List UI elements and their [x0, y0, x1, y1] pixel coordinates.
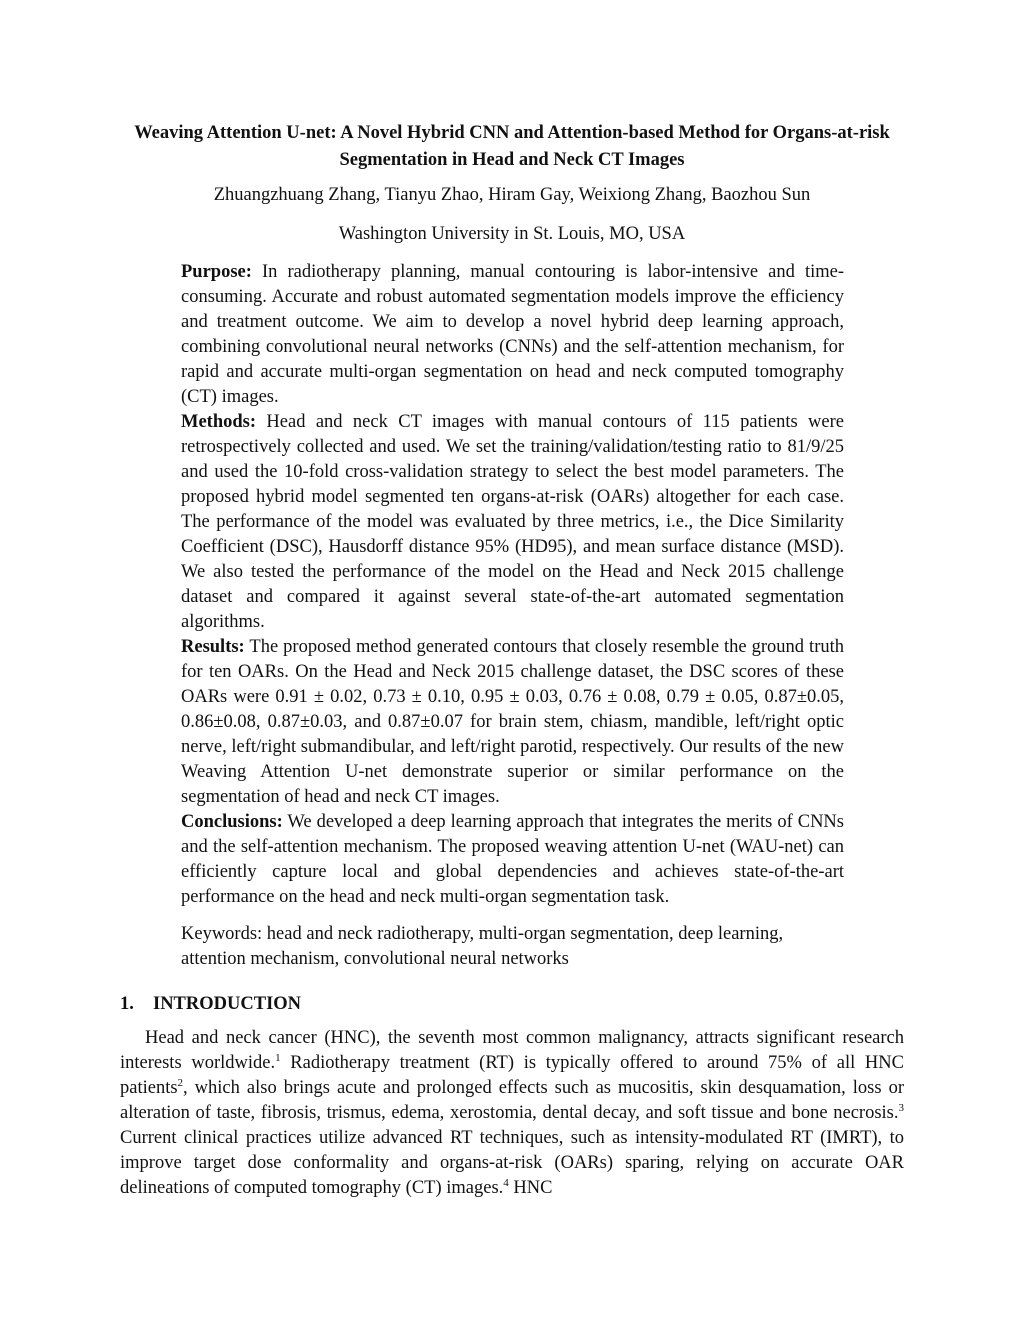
intro-text-5: HNC [508, 1178, 553, 1198]
section-heading [120, 991, 301, 1018]
intro-text-2: Radiotherapy treatment (RT) is typically offered to around 75% of all HNC patients [120, 1053, 904, 1098]
conclusions-text: We developed a deep learning approach that integrates the merits of CNNs and the self-attention mechanism. The proposed weaving attention U-net (WAU-net) can efficiently capture local and global dependencies and achieves state-of-the-art performance on the head and neck multi-organ segmentation task. [181, 812, 844, 907]
introduction-paragraph [120, 1026, 904, 1201]
intro-text-1: Head and neck cancer (HNC), the seventh most common malignancy, attracts significant research interests worldwide. [120, 1028, 904, 1073]
citation-4: 4 [503, 1177, 509, 1189]
intro-text-3: , which also brings acute and prolonged effects such as mucositis, skin desquamation, loss or alteration of taste, fibrosis, trismus, edema, xerostomia, dental decay, and soft tissue and bone necrosis. [120, 1078, 904, 1123]
methods-text: Head and neck CT images with manual contours of 115 patients were retrospectively collected and used. We set the training/validation/testing ratio to 81/9/25 and used the 10-fold cross-validation strategy to select the best model parameters. The proposed hybrid model segmented ten organs-at-risk (OARs) altogether for each case. The performance of the model was evaluated by three metrics, i.e., the Dice Similarity Coefficient (DSC), Hausdorff distance 95% (HD95), and mean surface distance (MSD). We also tested the performance of the model on the Head and Neck 2015 challenge dataset and compared it against several state-of-the-art automated segmentation algorithms. [181, 412, 844, 632]
citation-3: 3 [898, 1102, 904, 1114]
results-text: The proposed method generated contours that closely resemble the ground truth for ten OARs. On the Head and Neck 2015 challenge dataset, the DSC scores of these OARs were 0.91 ± 0.02, 0.73 ± 0.10, 0.95 ± 0.03, 0.76 ± 0.08, 0.79 ± 0.05, 0.87±0.05, 0.86±0.08, 0.87±0.03, and 0.87±0.07 for brain stem, chiasm, mandible, left/right optic nerve, left/right submandibular, and left/right parotid, respectively. Our results of the new Weaving Attention U-net demonstrate superior or similar performance on the segmentation of head and neck CT images. [181, 637, 844, 807]
abstract-results [181, 635, 844, 810]
author-list: Zhuangzhuang Zhang, Tianyu Zhao, Hiram Gay, Weixiong Zhang, Baozhou Sun [213, 185, 811, 205]
abstract [181, 260, 844, 910]
abstract-conclusions [181, 810, 844, 910]
citation-2: 2 [177, 1077, 184, 1089]
purpose-text: In radiotherapy planning, manual contouring is labor-intensive and time-consuming. Accurate and robust automated segmentation models improve the efficiency and treatment outcome. We aim to develop a novel hybrid deep learning approach, combining convolutional neural networks (CNNs) and the self-attention mechanism, for rapid and accurate multi-organ segmentation on head and neck computed tomography (CT) images. [181, 262, 844, 407]
section-number: 1. [120, 994, 134, 1014]
affiliation: Washington University in St. Louis, MO, USA [338, 224, 686, 244]
section-title: INTRODUCTION [153, 994, 302, 1014]
keywords: Keywords: head and neck radiotherapy, multi-organ segmentation, deep learning, attention mechanism, convolutional neural networks [181, 924, 784, 969]
results-label: Results: [181, 637, 245, 657]
paper-title: Weaving Attention U-net: A Novel Hybrid CNN and Attention-based Method for Organs-at-risk Segmentation in Head and Neck CT Images [134, 123, 890, 170]
intro-text-4: Current clinical practices utilize advanced RT techniques, such as intensity-modulated RT (IMRT), to improve target dose conformality and organs-at-risk (OARs) sparing, relying on accurate OAR delineations of computed tomography (CT) images. [120, 1128, 904, 1198]
abstract-purpose [181, 260, 844, 410]
citation-1: 1 [275, 1052, 281, 1064]
conclusions-label: Conclusions: [181, 812, 283, 832]
purpose-label: Purpose: [181, 262, 252, 282]
abstract-methods [181, 410, 844, 635]
methods-label: Methods: [181, 412, 257, 432]
